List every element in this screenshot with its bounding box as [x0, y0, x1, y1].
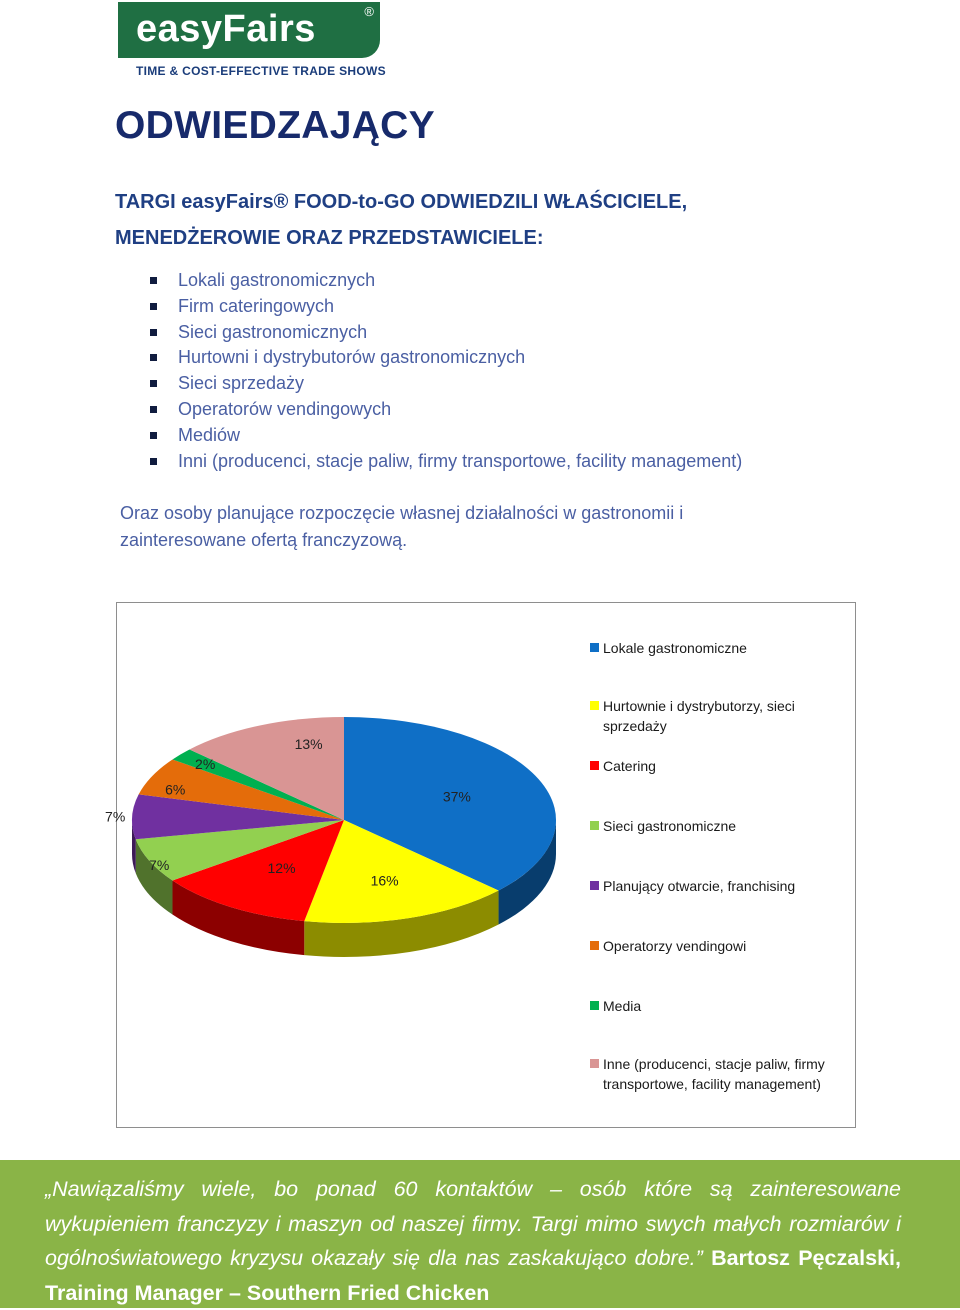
legend-item — [590, 1054, 850, 1094]
legend-swatch — [590, 761, 599, 770]
legend-swatch — [590, 701, 599, 710]
testimonial-quote: „Nawiązaliśmy wiele, bo ponad 60 kontaktów – osób które są zainteresowane wykupieniem franczyzy i maszyn od naszej firmy. Targi mimo swych małych rozmiarów i ogólnoświatowego kryzysu okazały się dla nas zaskakująco dobre.” — [45, 1177, 901, 1270]
legend-item — [590, 876, 850, 896]
legend-label: Planujący otwarcie, franchising — [603, 878, 796, 894]
data-label: 12% — [267, 859, 296, 876]
list-item-label: Inni (producenci, stacje paliw, firmy transportowe, facility management) — [178, 450, 743, 471]
legend-item — [590, 638, 850, 658]
legend-item — [590, 936, 850, 956]
square-bullet-icon — [150, 406, 157, 413]
data-label: 7% — [149, 857, 170, 874]
list-item — [148, 371, 742, 397]
logo-badge — [118, 2, 380, 58]
square-bullet-icon — [150, 354, 157, 361]
list-item — [148, 449, 742, 475]
list-item-label: Sieci gastronomicznych — [178, 321, 368, 342]
legend-label: Sieci gastronomiczne — [603, 818, 737, 834]
legend-label: Operatorzy vendingowi — [603, 938, 747, 954]
data-label: 7% — [105, 808, 126, 825]
square-bullet-icon — [150, 380, 157, 387]
data-label: 6% — [165, 781, 186, 798]
visitor-list — [148, 268, 742, 474]
data-label: 2% — [195, 756, 216, 773]
legend-item — [590, 756, 850, 776]
square-bullet-icon — [150, 303, 157, 310]
legend-label: Hurtownie i dystrybutorzy, sieci sprzedaży — [603, 698, 795, 734]
square-bullet-icon — [150, 458, 157, 465]
list-item — [148, 268, 742, 294]
square-bullet-icon — [150, 277, 157, 284]
easyfairs-logo — [118, 0, 386, 80]
logo-wordmark: easyFairs — [136, 8, 316, 50]
square-bullet-icon — [150, 329, 157, 336]
legend-item — [590, 816, 850, 836]
list-item-label: Sieci sprzedaży — [178, 373, 305, 394]
square-bullet-icon — [150, 432, 157, 439]
testimonial — [45, 1172, 901, 1310]
legend-label: Media — [603, 998, 642, 1014]
list-item — [148, 320, 742, 346]
legend-swatch — [590, 941, 599, 950]
list-item-label: Lokali gastronomicznych — [178, 270, 376, 290]
visitor-pie-chart — [105, 602, 586, 1128]
legend-label: Lokale gastronomiczne — [603, 640, 747, 656]
list-item-label: Operatorów vendingowych — [178, 398, 392, 419]
subtitle: TARGI easyFairs® FOOD-to-GO ODWIEDZILI WŁAŚCICIELE, MENEDŻEROWIE ORAZ PRZEDSTAWICIELE: — [115, 191, 688, 249]
list-item — [148, 397, 742, 423]
legend-item — [590, 696, 850, 736]
legend-swatch — [590, 821, 599, 830]
list-item — [148, 423, 742, 449]
logo-tagline: TIME & COST-EFFECTIVE TRADE SHOWS — [136, 64, 386, 78]
legend-item — [590, 996, 850, 1016]
data-label: 37% — [442, 788, 471, 805]
list-item-label: Mediów — [178, 424, 241, 445]
legend-label: Inne (producenci, stacje paliw, firmy transportowe, facility management) — [603, 1056, 825, 1092]
legend-swatch — [590, 1001, 599, 1010]
testimonial-author: Bartosz Pęczalski, Training Manager – Southern Fried Chicken — [45, 1246, 901, 1305]
legend-label: Catering — [603, 758, 656, 774]
data-label: 13% — [294, 736, 323, 753]
legend-swatch — [590, 643, 599, 652]
logo-registered-mark: ® — [364, 4, 374, 19]
legend-swatch — [590, 1059, 599, 1068]
list-item-label: Firm cateringowych — [178, 295, 335, 316]
data-label: 16% — [370, 872, 399, 889]
list-item — [148, 294, 742, 320]
list-item — [148, 345, 742, 371]
legend-swatch — [590, 881, 599, 890]
page-title: ODWIEDZAJĄCY — [115, 104, 435, 147]
list-item-label: Hurtowni i dystrybutorów gastronomicznych — [178, 347, 526, 368]
additional-visitors-note: Oraz osoby planujące rozpoczęcie własnej działalności w gastronomii i zainteresowane ofertą franczyzową. — [120, 503, 684, 550]
